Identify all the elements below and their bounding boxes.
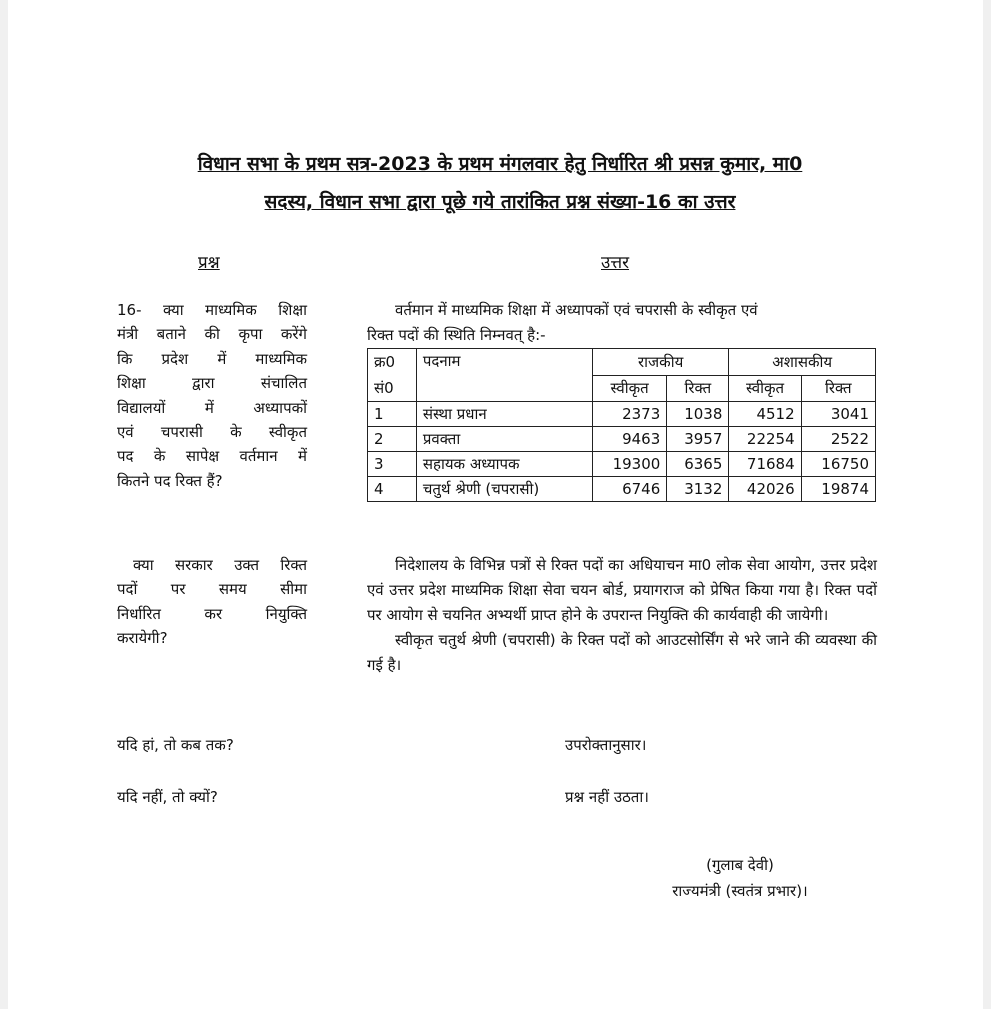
gov-sanctioned-cell: 9463 — [592, 427, 666, 452]
answer-4: प्रश्न नहीं उठता। — [565, 788, 649, 806]
document-title-line-2: सदस्य, विधान सभा द्वारा पूछे गये तारांकित प्रश्न संख्या-16 का उत्तर — [264, 191, 736, 213]
serial-number-cell: 2 — [368, 427, 417, 452]
answer-1-intro — [367, 298, 877, 348]
table-row — [368, 402, 876, 427]
question-1-line: विद्यालयों में अध्यापकों — [117, 398, 307, 417]
nongov-vacant-cell: 16750 — [801, 452, 875, 477]
answer-1-intro-line: वर्तमान में माध्यमिक शिक्षा में अध्यापकों एवं चपरासी के स्वीकृत एवं — [395, 301, 758, 319]
gov-sanctioned-cell: 6746 — [592, 477, 666, 502]
page-edge-right — [983, 0, 991, 1009]
question-1-line: एवं चपरासी के स्वीकृत — [117, 423, 307, 442]
question-2-line: करायेगी? — [117, 629, 168, 648]
answer-1-intro-line: रिक्त पदों की स्थिति निम्नवत् है:- — [367, 326, 546, 344]
question-2 — [117, 553, 307, 651]
answer-3: उपरोक्तानुसार। — [565, 736, 647, 754]
question-3: यदि हां, तो कब तक? — [117, 736, 234, 754]
question-1-line: कि प्रदेश में माध्यमिक — [117, 349, 307, 368]
gov-sanctioned-cell: 19300 — [592, 452, 666, 477]
table-header-row — [368, 349, 876, 376]
nongov-vacant-cell: 19874 — [801, 477, 875, 502]
non-government-group-header: अशासकीय — [729, 349, 876, 376]
document-title-line-1: विधान सभा के प्रथम सत्र-2023 के प्रथम मंगलवार हेतु निर्धारित श्री प्रसन्न कुमार, मा0 — [197, 153, 803, 175]
answer-heading: उत्तर — [601, 253, 630, 273]
question-2-line: पदों पर समय सीमा — [117, 580, 307, 599]
gov-vacant-cell: 6365 — [667, 452, 729, 477]
table-row — [368, 427, 876, 452]
gov-sanctioned-header: स्वीकृत — [592, 375, 666, 402]
gov-vacant-cell: 1038 — [667, 402, 729, 427]
question-4: यदि नहीं, तो क्यों? — [117, 788, 218, 806]
signatory-designation: राज्यमंत्री (स्वतंत्र प्रभार)। — [672, 882, 808, 900]
gov-vacant-cell: 3957 — [667, 427, 729, 452]
answer-2-paragraph-1: निदेशालय के विभिन्न पत्रों से रिक्त पदों का अधियाचन मा0 लोक सेवा आयोग, उत्तर प्रदेश एवं उत्तर प्रदेश माध्यमिक शिक्षा सेवा चयन बोर्ड, प्रयागराज को प्रेषित किया गया है। रिक्त पदों पर आयोग से चयनित अभ्यर्थी प्राप्त होने के उपरान्त नियुक्ति की कार्यवाही की जायेगी। — [367, 556, 877, 624]
government-group-header: राजकीय — [592, 349, 728, 376]
gov-vacant-header: रिक्त — [667, 375, 729, 402]
question-heading: प्रश्न — [198, 253, 220, 273]
post-name-cell: प्रवक्ता — [416, 427, 592, 452]
post-name-cell: संस्था प्रधान — [416, 402, 592, 427]
nongov-vacant-cell: 2522 — [801, 427, 875, 452]
question-1-line: शिक्षा द्वारा संचालित — [117, 374, 307, 393]
question-1-line: कितने पद रिक्त हैं? — [117, 471, 223, 490]
gov-vacant-cell: 3132 — [667, 477, 729, 502]
page-edge-left — [0, 0, 8, 1009]
nongov-sanctioned-cell: 22254 — [729, 427, 801, 452]
serial-number-header-line: सं0 — [374, 379, 394, 397]
nongov-sanctioned-cell: 4512 — [729, 402, 801, 427]
table-row — [368, 477, 876, 502]
signatory-name: (गुलाब देवी) — [706, 856, 774, 874]
nongov-sanctioned-cell: 71684 — [729, 452, 801, 477]
answer-2-paragraph-2: स्वीकृत चतुर्थ श्रेणी (चपरासी) के रिक्त पदों को आउटसोर्सिंग से भरे जाने की व्यवस्था की गई है। — [367, 631, 877, 674]
post-name-header: पदनाम — [416, 349, 592, 402]
serial-number-header-line: क्र0 — [374, 353, 396, 371]
posts-status-table — [367, 348, 876, 502]
answer-2 — [367, 553, 877, 678]
serial-number-cell: 4 — [368, 477, 417, 502]
question-2-line: क्या सरकार उक्त रिक्त — [133, 556, 307, 574]
serial-number-cell: 1 — [368, 402, 417, 427]
post-name-cell: चतुर्थ श्रेणी (चपरासी) — [416, 477, 592, 502]
question-2-line: निर्धारित कर नियुक्ति — [117, 604, 307, 623]
nongov-vacant-cell: 3041 — [801, 402, 875, 427]
table-row — [368, 452, 876, 477]
serial-number-cell: 3 — [368, 452, 417, 477]
serial-number-header — [368, 349, 417, 402]
gov-sanctioned-cell: 2373 — [592, 402, 666, 427]
question-1-line: मंत्री बताने की कृपा करेंगे — [117, 325, 307, 344]
post-name-cell: सहायक अध्यापक — [416, 452, 592, 477]
question-1 — [117, 298, 307, 493]
nongov-sanctioned-header: स्वीकृत — [729, 375, 801, 402]
nongov-vacant-header: रिक्त — [801, 375, 875, 402]
question-1-line: 16- क्या माध्यमिक शिक्षा — [117, 301, 307, 319]
question-1-line: पद के सापेक्ष वर्तमान में — [117, 447, 307, 466]
nongov-sanctioned-cell: 42026 — [729, 477, 801, 502]
